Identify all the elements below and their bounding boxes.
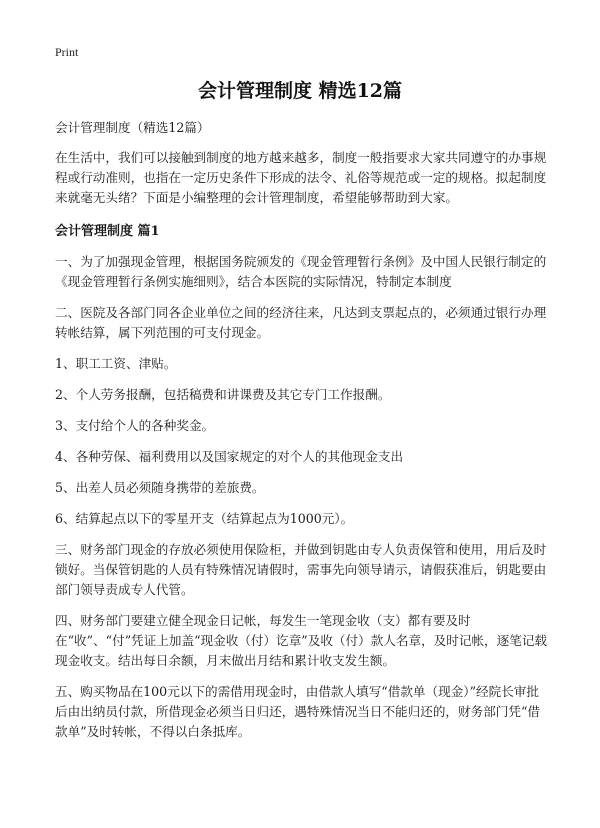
paragraph-3: 三、财务部门现金的存放必须使用保险柜，并做到钥匙由专人负责保管和使用，用后及时锁好。当保管钥匙的人员有特殊情况请假时，需事先向领导请示，请假获准后，钥匙要由部门领导责成专人代管。 (55, 542, 547, 597)
document-body (55, 118, 548, 753)
paragraph-5: 五、购买物品在100元以下的需借用现金时，由借款人填写“借款单（现金）”经院长审批后由出纳员付款，所借现金必须当日归还，遇特殊情况当日不能归还的，财务部门凭“借款单”及时转帐，不得以白条抵库。 (55, 684, 541, 739)
list-item: 3、支付给个人的各种奖金。 (55, 418, 215, 433)
section-heading: 会计管理制度 篇1 (55, 224, 160, 239)
document-subtitle: 会计管理制度（精选12篇） (55, 120, 210, 135)
intro-paragraph: 在生活中，我们可以接触到制度的地方越来越多，制度一般指要求大家共同遵守的办事规程或行动准则，也指在一定历史条件下形成的法令、礼俗等规范或一定的规格。拟起制度来就毫无头绪？下面是小编整理的会计管理制度，希望能够帮助到大家。 (55, 150, 547, 205)
paragraph-4: 四、财务部门要建立健全现金日记帐，每发生一笔现金收（支）都有要及时在“收”、“付”凭证上加盖“现金收（付）讫章”及收（付）款人名章，及时记帐，逐笔记载现金收支。结出每日余额，月末做出月结和累计收支发生额。 (55, 613, 548, 668)
list-item: 2、个人劳务报酬，包括稿费和讲课费及其它专门工作报酬。 (55, 387, 391, 402)
paragraph-2: 二、医院及各部门同各企业单位之间的经济往来，凡达到支票起点的，必须通过银行办理转帐结算，属下列范围的可支付现金。 (55, 305, 547, 340)
list-item: 1、职工工资、津贴。 (55, 356, 177, 371)
list-item: 6、结算起点以下的零星开支（结算起点为1000元）。 (55, 511, 354, 526)
print-link[interactable]: Print (55, 45, 79, 59)
list-item: 4、各种劳保、福利费用以及国家规定的对个人的其他现金支出 (55, 449, 404, 464)
page-title: 会计管理制度 精选12篇 (197, 80, 403, 102)
paragraph-1: 一、为了加强现金管理，根据国务院颁发的《现金管理暂行条例》及中国人民银行制定的《现金管理暂行条例实施细则》，结合本医院的实际情况，特制定本制度 (55, 254, 547, 289)
list-item: 5、出差人员必须随身携带的差旅费。 (55, 480, 265, 495)
